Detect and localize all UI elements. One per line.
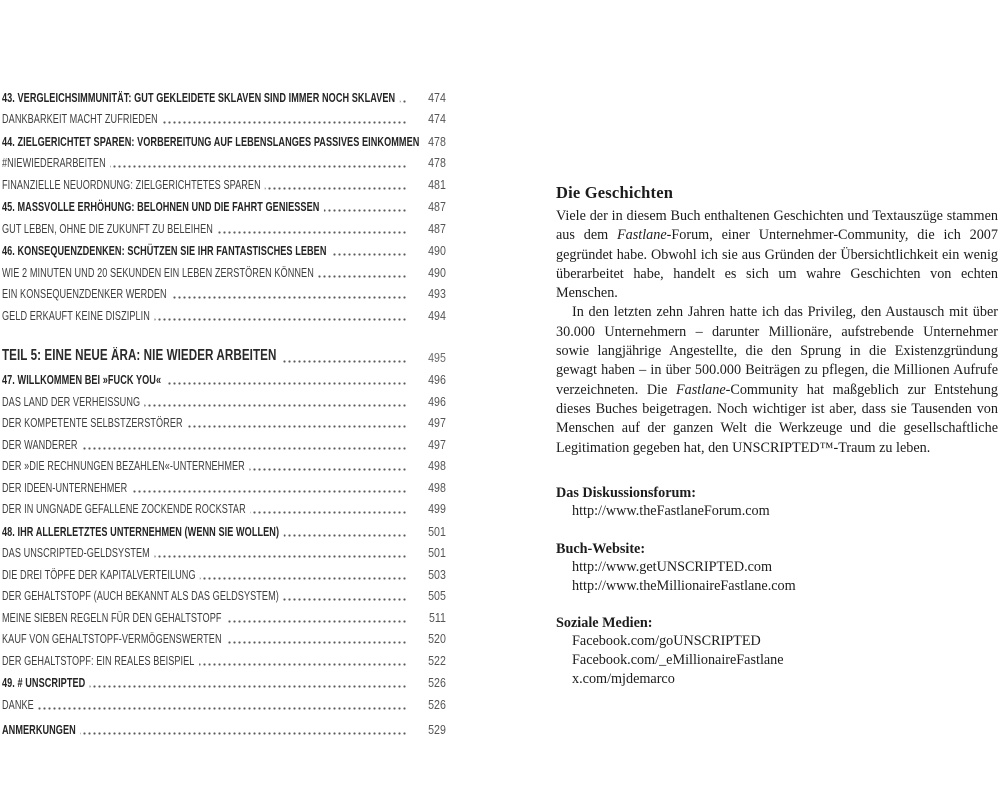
toc-entry-label: DAS UNSCRIPTED-GELDSYSTEM: [2, 546, 154, 560]
toc-entry-label: DER IDEEN-UNTERNEHMER: [2, 481, 132, 495]
toc-page-number: 511: [407, 611, 446, 625]
section-label: Das Diskussionsforum:: [556, 484, 696, 501]
toc-page-number: 498: [406, 459, 446, 473]
stories-page: [556, 183, 998, 688]
toc-page-number: 520: [406, 632, 446, 646]
toc-page-number: 478: [406, 156, 446, 170]
toc-entry-label: ANMERKUNGEN: [2, 723, 80, 737]
toc-entry: [2, 389, 446, 411]
toc-page-number: 490: [406, 244, 446, 258]
toc-entry: [2, 627, 446, 649]
toc-page-number: 474: [406, 112, 446, 126]
url-line: Facebook.com/_eMillionaireFastlane: [572, 652, 784, 669]
toc-page-number: 526: [406, 698, 446, 712]
toc-entry-label: 45. MASSVOLLE ERHÖHUNG: BELOHNEN UND DIE FAHRT GENIESSEN: [2, 200, 324, 214]
toc-page-number: 487: [406, 200, 446, 214]
toc-entry-label: MEINE SIEBEN REGELN FÜR DEN GEHALTSTOPF: [2, 611, 226, 625]
toc-part-label: TEIL 5: EINE NEUE ÄRA: NIE WIEDER ARBEITEN: [2, 347, 281, 365]
toc-entry-label: DER »DIE RECHNUNGEN BEZAHLEN«-UNTERNEHMER: [2, 459, 249, 473]
toc-entry: [2, 718, 446, 740]
toc-entry: [2, 605, 446, 627]
toc-entry-label: KAUF VON GEHALTSTOPF-VERMÖGENSWERTEN: [2, 632, 226, 646]
toc-entry: [2, 303, 446, 325]
toc-page-number: 496: [406, 395, 446, 409]
toc-entry-label: 43. VERGLEICHSIMMUNITÄT: GUT GEKLEIDETE SKLAVEN SIND IMMER NOCH SKLAVEN: [2, 91, 400, 105]
toc-entry: [2, 282, 446, 304]
toc-page-number: 481: [406, 178, 446, 192]
section-label: Soziale Medien:: [556, 614, 653, 631]
toc-page-number: 498: [406, 481, 446, 495]
url-line: http://www.theMillionaireFastlane.com: [572, 577, 796, 594]
toc-entry: [2, 216, 446, 238]
toc-entry-label: GUT LEBEN, OHNE DIE ZUKUNFT ZU BELEIHEN: [2, 222, 217, 236]
toc-entry: [2, 172, 446, 194]
toc-entry-label: 44. ZIELGERICHTET SPAREN: VORBEREITUNG AUF LEBENSLANGES PASSIVES EINKOMMEN: [2, 135, 424, 149]
url-line: http://www.theFastlaneForum.com: [572, 503, 770, 520]
toc-entry-label: #NIEWIEDERARBEITEN: [2, 156, 110, 170]
toc-entry: [2, 411, 446, 433]
toc-entry-label: WIE 2 MINUTEN UND 20 SEKUNDEN EIN LEBEN ZERSTÖREN KÖNNEN: [2, 266, 318, 280]
toc-page: [2, 85, 446, 739]
body-paragraph-1: [556, 207, 998, 303]
toc-page-number: 497: [406, 416, 446, 430]
toc-page-number: 490: [406, 266, 446, 280]
toc-entry-label: FINANZIELLE NEUORDNUNG: ZIELGERICHTETES SPAREN: [2, 178, 265, 192]
toc-part-heading: [2, 339, 446, 367]
toc-entry-label: DER IN UNGNADE GEFALLENE ZOCKENDE ROCKSTAR: [2, 502, 250, 516]
toc-entry: [2, 107, 446, 129]
url-line: http://www.getUNSCRIPTED.com: [572, 559, 773, 576]
social-media-section: [556, 614, 998, 688]
toc-entry-label: DANKBARKEIT MACHT ZUFRIEDEN: [2, 112, 162, 126]
toc-page-number: 522: [406, 654, 446, 668]
toc-entry: [2, 648, 446, 670]
toc-entry-label: DER WANDERER: [2, 438, 82, 452]
toc-entry: [2, 151, 446, 173]
section-label: Buch-Website:: [556, 540, 646, 557]
toc-entry-label: EIN KONSEQUENZDENKER WERDEN: [2, 287, 171, 301]
toc-page-number: 474: [406, 91, 446, 105]
toc-entry-label: 49. # UNSCRIPTED: [2, 676, 90, 690]
toc-entry: [2, 195, 446, 217]
toc-entry-label: DER KOMPETENTE SELBSTZERSTÖRER: [2, 416, 187, 430]
toc-page-number: 478: [406, 135, 446, 149]
toc-entry-label: 47. WILLKOMMEN BEI »FUCK YOU«: [2, 373, 166, 387]
toc-page-number: 501: [406, 546, 446, 560]
toc-page-number: 505: [406, 589, 446, 603]
toc-entry: [2, 129, 446, 151]
url-line: Facebook.com/goUNSCRIPTED: [572, 633, 761, 650]
toc-entry-label: 46. KONSEQUENZDENKEN: SCHÜTZEN SIE IHR FANTASTISCHES LEBEN: [2, 244, 331, 258]
toc-entry-label: DAS LAND DER VERHEISSUNG: [2, 395, 145, 409]
paragraph-italic-text: Fastlane: [617, 227, 667, 244]
toc-entry: [2, 584, 446, 606]
toc-entry: [2, 671, 446, 693]
toc-entry: [2, 239, 446, 261]
toc-page-number: 526: [406, 676, 446, 690]
toc-entry: [2, 475, 446, 497]
toc-entry: [2, 541, 446, 563]
toc-entry: [2, 454, 446, 476]
toc-entry: [2, 562, 446, 584]
toc-page-number: 499: [406, 502, 446, 516]
toc-entry-label: DER GEHALTSTOPF: EIN REALES BEISPIEL: [2, 654, 199, 668]
toc-entry: [2, 85, 446, 107]
toc-entry: [2, 497, 446, 519]
forum-section: [556, 484, 998, 521]
toc-page-number: 494: [406, 309, 446, 323]
toc-entry-label: 48. IHR ALLERLETZTES UNTERNEHMEN (WENN SIE WOLLEN): [2, 525, 283, 539]
url-line: x.com/mjdemarco: [572, 670, 675, 687]
toc-page-number: 493: [406, 287, 446, 301]
toc-entry-label: DIE DREI TÖPFE DER KAPITALVERTEILUNG: [2, 568, 200, 582]
toc-entry: [2, 432, 446, 454]
toc-page-number: 496: [406, 373, 446, 387]
page-heading: Die Geschichten: [556, 183, 674, 202]
toc-page-number: 503: [406, 568, 446, 582]
toc-entry-label: DER GEHALTSTOPF (AUCH BEKANNT ALS DAS GELDSYSTEM): [2, 589, 283, 603]
toc-page-number: 501: [406, 525, 446, 539]
toc-entry-label: DANKE: [2, 698, 38, 712]
toc-entry-label: GELD ERKAUFT KEINE DISZIPLIN: [2, 309, 154, 323]
toc-page-number: 495: [406, 351, 446, 365]
toc-entry: [2, 368, 446, 390]
toc-page-number: 487: [406, 222, 446, 236]
paragraph-italic-text: Fastlane: [675, 381, 726, 398]
paragraph-text: In den letzten zehn Jahren hatte ich das Privileg, den Austausch mit über 30.000 Unternehmern – darunter Millionäre, aufstrebende Unternehmer sowie langjährige Angestellte, die den Sprung in die Existenzgründung gewagt haben – in über 500.000 Beiträgen zu pflegen, die Millionen Aufrufe verzeichneten. Die: [556, 304, 998, 398]
book-website-section: [556, 540, 998, 596]
toc-page-number: 497: [406, 438, 446, 452]
paragraph-text: Viele der in diesem Buch enthaltenen Geschichten und Textauszüge stammen aus dem: [556, 208, 998, 244]
body-paragraph-2: [556, 303, 998, 457]
toc-entry: [2, 519, 446, 541]
toc-entry: [2, 692, 446, 714]
toc-page-number: 529: [406, 723, 446, 737]
toc-entry: [2, 260, 446, 282]
paragraph-text: -Forum, einer Unternehmer-Community, die ich 2007 gegründet habe. Obwohl ich sie aus Gründen der Übersichtlichkeit ein wenig überarbeitet habe, handelt es sich um wahre Geschichten von echten Menschen.: [556, 227, 998, 302]
paragraph-text: -Community hat maßgeblich zur Entstehung dieses Buches beigetragen. Noch wichtiger ist aber, dass sie Tausenden von Menschen auf der ganzen Welt die Werkzeuge und die gesellschaftliche Legitimation gegeben hat, den UNSCRIPTED™-Traum zu leben.: [556, 381, 998, 456]
